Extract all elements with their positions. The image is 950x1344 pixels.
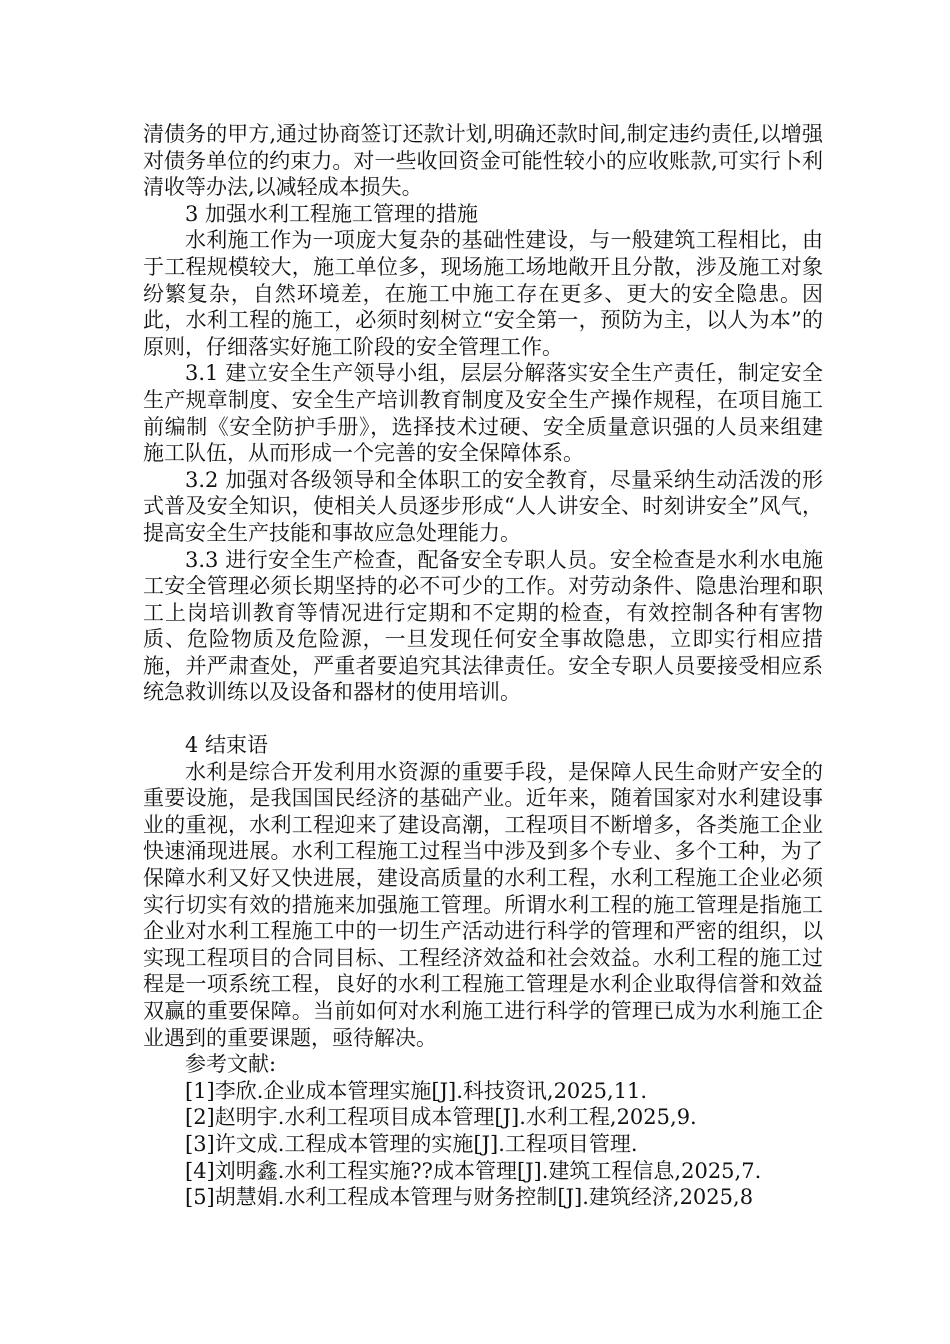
- section-3-2-paragraph: 3.2 加强对各级领导和全体职工的安全教育，尽量采纳生动活泼的形式普及安全知识，使相关人员逐步形成“人人讲安全、时刻讲安全”风气，提高安全生产技能和事故应急处理能力。: [143, 467, 823, 545]
- section-3-3-paragraph: 3.3 进行安全生产检查，配备安全专职人员。安全检查是水利水电施工安全管理必须长期坚持的必不可少的工作。对劳动条件、隐患治理和职工上岗培训教育等情况进行定期和不定期的检查，有效控制各种有害物质、危险物质及危险源，一旦发现任何安全事故隐患，立即实行相应措施，并严肃查处，严重者要追究其法律责任。安全专职人员要接受相应系统急救训练以及设备和器材的使用培训。: [143, 547, 823, 705]
- section-3-heading: 3 加强水利工程施工管理的措施: [185, 201, 479, 226]
- reference-item-2: [2]赵明宇.水利工程项目成本管理[J].水利工程,2025,9.: [185, 1105, 697, 1130]
- reference-item-4: [4]刘明鑫.水利工程实施??成本管理[J].建筑工程信息,2025,7.: [185, 1158, 762, 1183]
- references-title: 参考文献:: [185, 1052, 277, 1077]
- section-3-paragraph: 水利施工作为一项庞大复杂的基础性建设，与一般建筑工程相比，由于工程规模较大，施工单位多，现场施工场地敞开且分散，涉及施工对象纷繁复杂，自然环境差，在施工中施工存在更多、更大的安全隐患。因此，水利工程的施工，必须时刻树立“安全第一，预防为主，以人为本”的原则，仔细落实好施工阶段的安全管理工作。: [143, 228, 823, 359]
- section-4-paragraph: 水利是综合开发利用水资源的重要手段，是保障人民生命财产安全的重要设施，是我国国民经济的基础产业。近年来，随着国家对水利建设事业的重视，水利工程迎来了建设高潮，工程项目不断增多，各类施工企业快速涌现进展。水利工程施工过程当中涉及到多个专业、多个工种，为了保障水利又好又快进展，建设高质量的水利工程，水利工程施工企业必须实行切实有效的措施来加强施工管理。所谓水利工程的施工管理是指施工企业对水利工程施工中的一切生产活动进行科学的管理和严密的组织，以实现工程项目的合同目标、工程经济效益和社会效益。水利工程的施工过程是一项系统工程，良好的水利工程施工管理是水利企业取得信誉和效益双赢的重要保障。当前如何对水利施工进行科学的管理已成为水利施工企业遇到的重要课题，亟待解决。: [143, 759, 823, 1050]
- reference-item-1: [1]李欣.企业成本管理实施[J].科技资讯,2025,11.: [185, 1078, 648, 1103]
- section-spacer: [143, 706, 823, 732]
- reference-item-3: [3]许文成.工程成本管理的实施[J].工程项目管理.: [185, 1131, 638, 1156]
- section-4-heading: 4 结束语: [185, 733, 269, 758]
- paragraph-continuation: 清债务的甲方,通过协商签订还款计划,明确还款时间,制定违约责任,以增强对债务单位的约束力。对一些收回资金可能性较小的应收账款,可实行卜利清收等办法,以减轻成本损失。: [143, 122, 823, 200]
- reference-item-5: [5]胡慧娟.水利工程成本管理与财务控制[J].建筑经济,2025,8: [185, 1185, 754, 1210]
- document-page: [143, 121, 823, 1211]
- section-3-1-paragraph: 3.1 建立安全生产领导小组，层层分解落实安全生产责任，制定安全生产规章制度、安全生产培训教育制度及安全生产操作规程，在项目施工前编制《安全防护手册》，选择技术过硬、安全质量意识强的人员来组建施工队伍，从而形成一个完善的安全保障体系。: [143, 361, 823, 466]
